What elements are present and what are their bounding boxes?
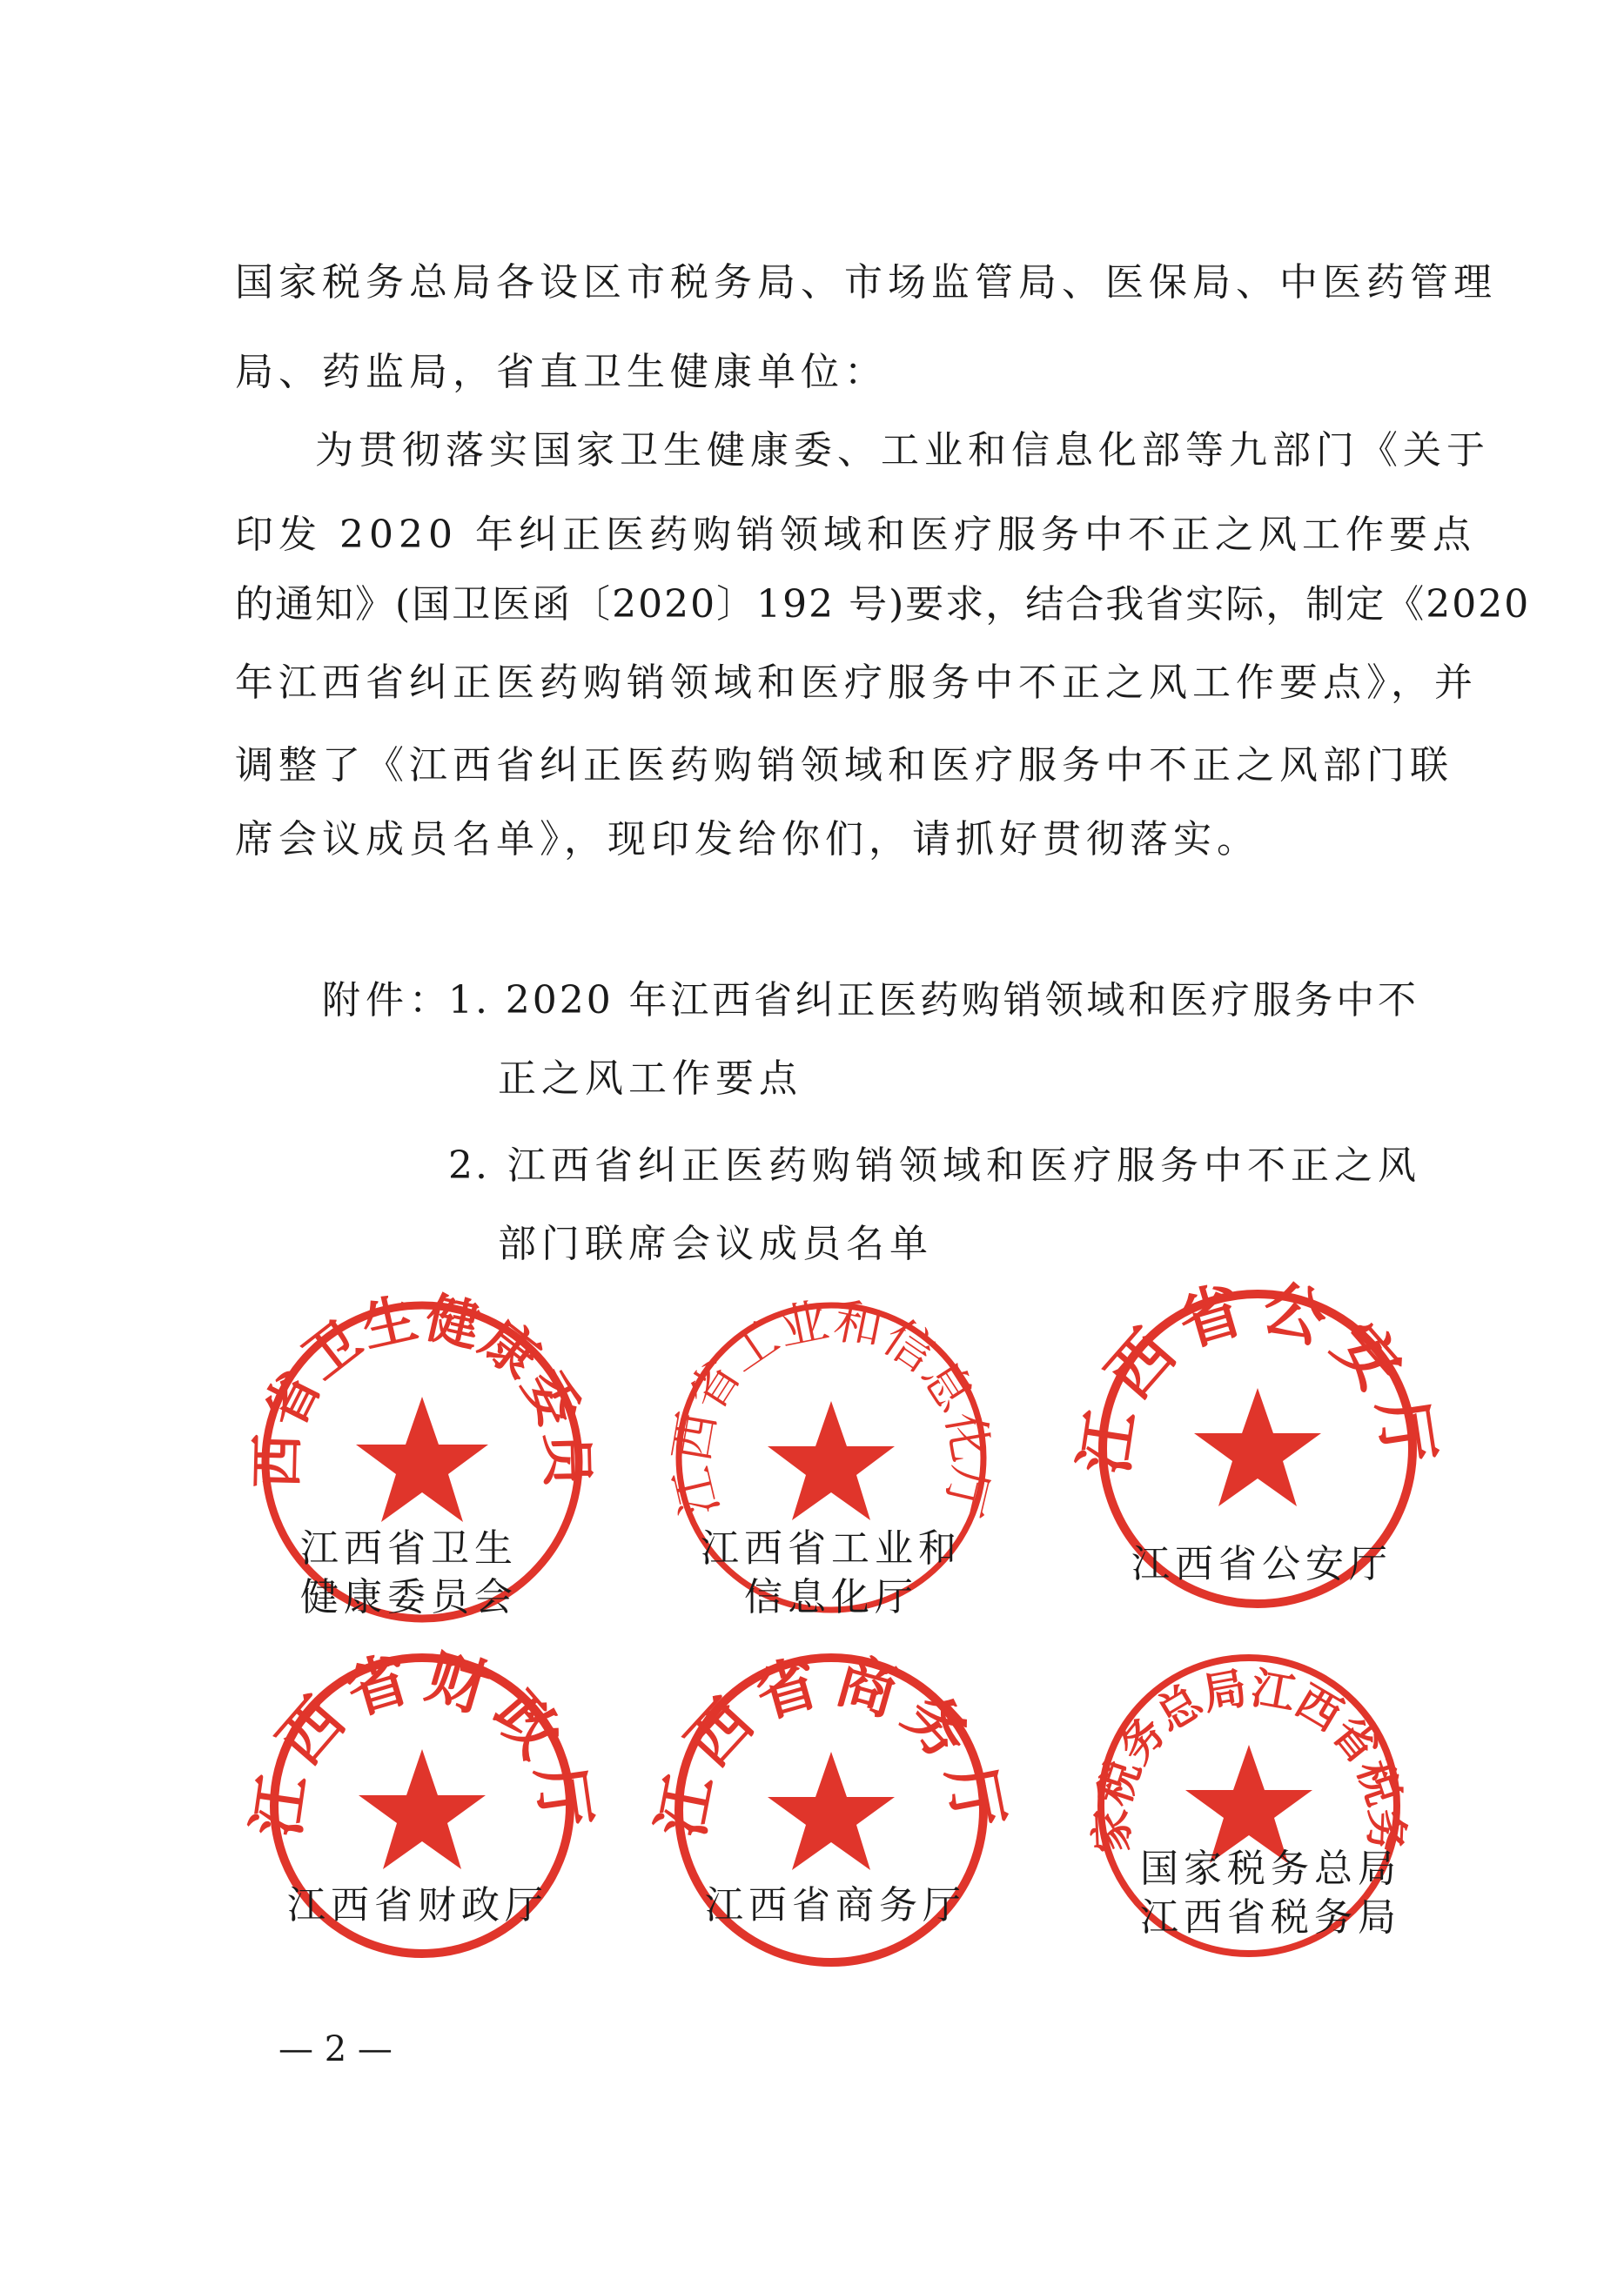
seal-tax-bureau-ring-text: 国家税务总局江西省税务局 xyxy=(1070,1609,1412,1854)
body-line-2: 局、药监局，省直卫生健康单位： xyxy=(235,350,888,394)
star-icon xyxy=(768,1752,895,1870)
body-line-3: 为贯彻落实国家卫生健康委、工业和信息化部等九部门《关于 xyxy=(315,428,1490,473)
attachment-2-line-2: 部门联席会议成员名单 xyxy=(498,1222,933,1266)
seal-finance-dept-ring-text: 江西省财政厅 xyxy=(240,1639,604,1841)
seal-public-security-dept-ring-text: 江西省公安厅 xyxy=(1067,1269,1448,1478)
signature-tax-bureau xyxy=(1131,1845,1410,1942)
signature-health-commission xyxy=(261,1525,557,1622)
signature-line-2: 健康委员会 xyxy=(300,1575,518,1619)
signature-industry-it-dept xyxy=(688,1525,975,1622)
star-icon xyxy=(356,1397,488,1522)
star-icon xyxy=(768,1401,895,1520)
body-line-5: 的通知》(国卫医函〔2020〕192 号)要求，结合我省实际，制定《2020 xyxy=(235,582,1531,627)
signature-line-1: 江西省卫生 xyxy=(300,1526,518,1571)
attachment-label: 附件： xyxy=(322,978,453,1022)
seal-commerce-dept-ring-text: 江西省商务厅 xyxy=(645,1644,1017,1843)
seal-industry-it-dept-ring-text: 江西省工业和信息化厅 xyxy=(663,1292,999,1523)
signature-line-2: 江西省税务局 xyxy=(1140,1895,1401,1940)
body-line-4: 印发 2020 年纠正医药购销领域和医疗服务中不正之风工作要点 xyxy=(235,513,1476,557)
signature-commerce-dept xyxy=(692,1881,979,1930)
signature-line-1: 江西省财政厅 xyxy=(287,1883,548,1928)
page-number: — 2 — xyxy=(278,2029,393,2069)
attachment-1-line-2: 正之风工作要点 xyxy=(498,1056,802,1101)
star-icon xyxy=(1194,1388,1321,1506)
signature-line-1: 江西省商务厅 xyxy=(705,1883,966,1928)
body-line-7: 调整了《江西省纠正医药购销领域和医疗服务中不正之风部门联 xyxy=(235,743,1453,788)
signature-line-2: 信息化厅 xyxy=(744,1575,918,1619)
attachment-2-line-1: 2. 江西省纠正医药购销领域和医疗服务中不正之风 xyxy=(448,1143,1419,1188)
body-line-8: 席会议成员名单》，现印发给你们，请抓好贯彻落实。 xyxy=(235,817,1260,862)
signature-public-security-dept xyxy=(1118,1540,1406,1589)
body-line-1: 国家税务总局各设区市税务局、市场监管局、医保局、中医药管理 xyxy=(235,260,1497,305)
signature-line-1: 江西省工业和 xyxy=(701,1526,962,1571)
signature-finance-dept xyxy=(274,1881,561,1930)
seal-health-commission-ring-text: 江西省卫生健康委员会 xyxy=(228,1246,600,1489)
attachment-1-line-1: 1. 2020 年江西省纠正医药购销领域和医疗服务中不 xyxy=(448,978,1419,1022)
signature-line-1: 江西省公安厅 xyxy=(1131,1542,1392,1586)
signature-line-1: 国家税务总局 xyxy=(1140,1847,1401,1891)
body-line-6: 年江西省纠正医药购销领域和医疗服务中不正之风工作要点》，并 xyxy=(235,660,1478,705)
star-icon xyxy=(359,1749,486,1869)
